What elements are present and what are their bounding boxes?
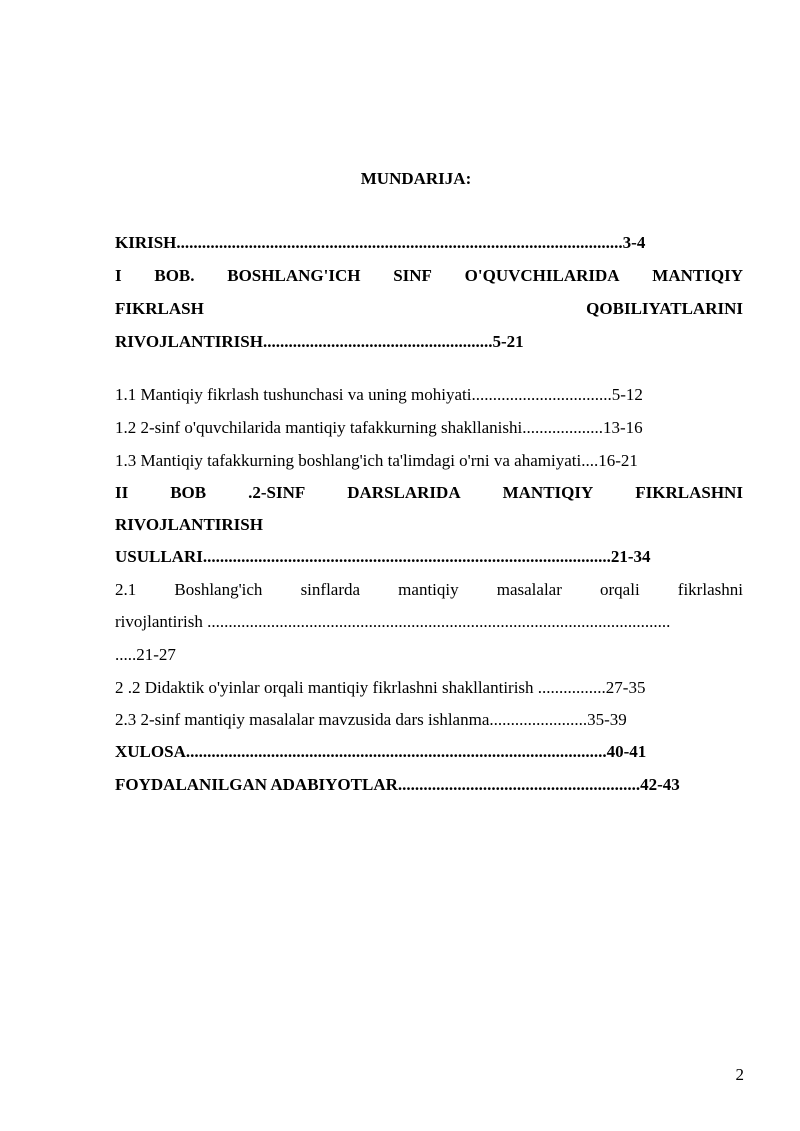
toc-entry-bob2-line1 [115, 482, 743, 504]
toc-word: Boshlang'ich [174, 580, 263, 599]
toc-entry-adabiyotlar: FOYDALANILGAN ADABIYOTLAR.........................................................42-43 [115, 775, 680, 794]
toc-entry-1-2: 1.2 2-sinf o'quvchilarida mantiqiy tafakkurning shakllanishi...................13-16 [115, 418, 643, 437]
page-title: MUNDARIJA: [360, 169, 472, 188]
toc-entry-bob2-line2: RIVOJLANTIRISH [115, 515, 263, 534]
page-number: 2 [735, 1065, 744, 1084]
toc-word: SINF [393, 266, 432, 285]
toc-word: FIKRLASHNI [635, 483, 743, 502]
toc-word: O'QUVCHILARIDA [464, 266, 620, 285]
toc-word: BOB. [154, 266, 195, 285]
toc-word: masalalar [496, 580, 562, 599]
toc-word: .2-SINF [248, 483, 306, 502]
toc-word: MANTIQIY [502, 483, 594, 502]
toc-word: DARSLARIDA [347, 483, 461, 502]
toc-entry-bob2-line3: USULLARI................................................................................................21-34 [115, 547, 651, 566]
toc-entry-2-2: 2 .2 Didaktik o'yinlar orqali mantiqiy fikrlashni shakllantirish ................27-35 [115, 678, 646, 697]
toc-word: sinflarda [300, 580, 361, 599]
toc-word: QOBILIYATLARINI [586, 299, 743, 318]
toc-entry-1-1: 1.1 Mantiqiy fikrlash tushunchasi va uning mohiyati.................................5-12 [115, 385, 643, 404]
toc-word: mantiqiy [398, 580, 459, 599]
toc-entry-bob1-line3: RIVOJLANTIRISH......................................................5-21 [115, 332, 524, 351]
toc-entry-2-1-line1 [115, 579, 743, 601]
toc-word: MANTIQIY [652, 266, 743, 285]
toc-entry-2-1-line3: .....21-27 [115, 645, 176, 664]
toc-word: I [115, 266, 122, 285]
toc-entry-2-1-line2: rivojlantirish ............................................................................................................. [115, 612, 671, 631]
toc-entry-bob1-line2 [115, 298, 743, 320]
toc-word: BOB [170, 483, 207, 502]
toc-word: fikrlashni [677, 580, 743, 599]
toc-entry-2-3: 2.3 2-sinf mantiqiy masalalar mavzusida dars ishlanma.......................35-39 [115, 710, 627, 729]
toc-word: FIKRLASH [115, 299, 204, 318]
toc-word: II [115, 483, 129, 502]
toc-word: 2.1 [115, 580, 137, 599]
toc-word: orqali [600, 580, 640, 599]
toc-word: BOSHLANG'ICH [227, 266, 361, 285]
toc-entry-kirish: KIRISH.........................................................................................................3-4 [115, 233, 646, 252]
toc-entry-bob1-line1 [115, 265, 743, 287]
toc-entry-1-3: 1.3 Mantiqiy tafakkurning boshlang'ich ta'limdagi o'rni va ahamiyati....16-21 [115, 451, 638, 470]
toc-entry-xulosa: XULOSA...................................................................................................40-41 [115, 742, 647, 761]
